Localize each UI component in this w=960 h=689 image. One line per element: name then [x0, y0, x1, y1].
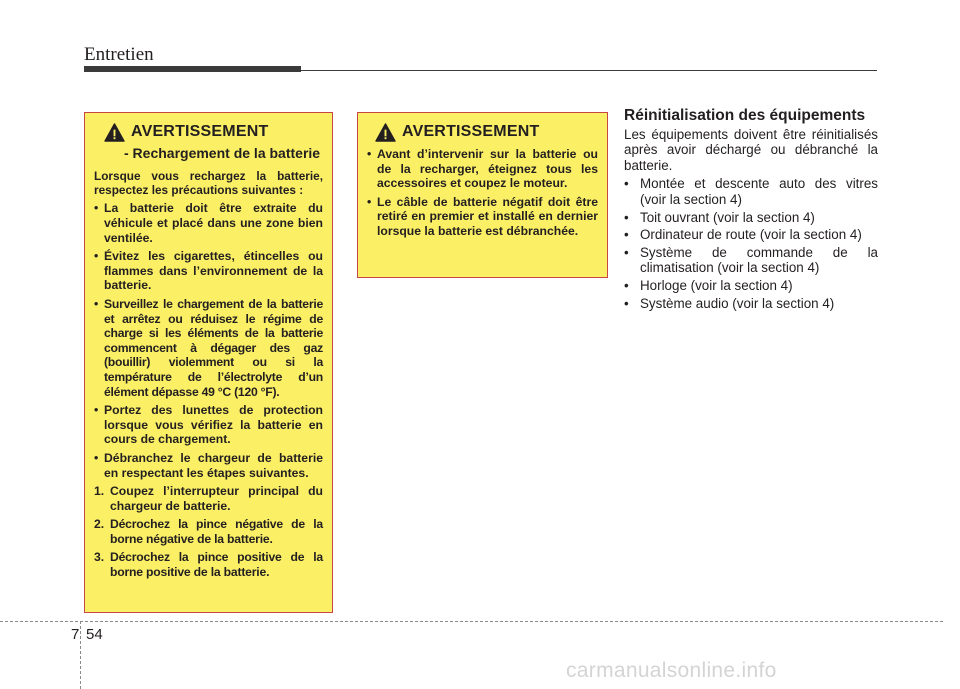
watermark: carmanualsonline.info	[566, 659, 777, 682]
warning-title: AVERTISSEMENT	[131, 123, 269, 141]
bullet-dot: •	[624, 295, 629, 311]
reset-equipment-section	[624, 108, 878, 313]
warning-bullet-text: Portez des lunettes de protection lorsque vous vérifiez la batterie en cours de chargement.	[104, 403, 323, 447]
warning-bullet-text: La batterie doit être extraite du véhicule et placé dans une zone bien ventilée.	[104, 201, 323, 245]
list-item	[624, 245, 878, 276]
battery-disconnect-warning-box	[357, 112, 608, 278]
list-item-text: Horloge (voir la section 4)	[640, 277, 793, 293]
bullet-dot: •	[367, 194, 372, 209]
warning-triangle-icon	[104, 123, 125, 142]
bullet-dot: •	[624, 176, 629, 192]
bullet-dot: •	[624, 227, 629, 243]
list-item	[624, 278, 878, 294]
warning-bullet	[94, 297, 323, 399]
warning-bullet	[367, 195, 598, 239]
warning-step	[94, 517, 323, 546]
bullet-dot: •	[94, 201, 99, 216]
page-number: 54	[86, 626, 103, 643]
bullet-dot: •	[624, 209, 629, 225]
bullet-dot: •	[94, 450, 99, 465]
warning-bullet-text: Débranchez le chargeur de batterie en respectant les étapes suivantes.	[104, 450, 323, 480]
warning-step	[94, 484, 323, 513]
bullet-dot: •	[94, 296, 99, 311]
bullet-dot: •	[94, 249, 99, 264]
list-item-text: Système audio (voir la section 4)	[640, 295, 835, 311]
warning-bullet-text: Évitez les cigarettes, étincelles ou flammes dans l’environnement de la batterie.	[104, 249, 323, 293]
warning-bullet-text: Le câble de batterie négatif doit être retiré en premier et installé en dernier lorsque la batterie est débranchée.	[377, 194, 598, 238]
warning-title-row	[367, 123, 598, 142]
warning-bullet	[94, 403, 323, 447]
list-item-text: Toit ouvrant (voir la section 4)	[640, 209, 815, 225]
bullet-dot: •	[624, 244, 629, 260]
footer-rule	[0, 621, 943, 622]
warning-bullet-list	[367, 147, 598, 239]
warning-title-row	[94, 123, 323, 142]
step-number: 3.	[94, 550, 105, 565]
list-item-text: Système de commande de la climatisation (voir la section 4)	[640, 244, 878, 276]
warning-bullet	[94, 451, 323, 480]
warning-step	[94, 550, 323, 579]
warning-step-text: Décrochez la pince négative de la borne négative de la batterie.	[110, 517, 323, 546]
warning-step-text: Décrochez la pince positive de la borne positive de la batterie.	[110, 550, 323, 580]
battery-charging-warning-box	[84, 112, 333, 613]
footer-divider	[80, 621, 81, 689]
warning-subtitle: - Rechargement de la batterie	[124, 145, 321, 161]
section-intro: Les équipements doivent être réinitialisés après avoir déchargé ou débranché la batterie.	[624, 126, 878, 173]
bullet-dot: •	[94, 403, 99, 418]
warning-bullet-text: Avant d’intervenir sur la batterie ou de la recharger, éteignez tous les accessoires et coupez le moteur.	[377, 147, 598, 191]
warning-title: AVERTISSEMENT	[402, 123, 540, 141]
list-item	[624, 176, 878, 207]
section-title: Réinitialisation des équipements	[624, 107, 866, 124]
warning-bullet	[94, 249, 323, 293]
header-rule-thin	[301, 70, 877, 71]
list-item	[624, 227, 878, 243]
page-header-title: Entretien	[84, 44, 154, 65]
equipment-list	[624, 176, 878, 311]
list-item	[624, 296, 878, 312]
warning-intro: Lorsque vous rechargez la batterie, respectez les précautions suivantes :	[94, 169, 323, 198]
warning-step-text: Coupez l’interrupteur principal du chargeur de batterie.	[110, 484, 323, 513]
warning-triangle-icon	[375, 123, 396, 142]
step-number: 1.	[94, 484, 105, 499]
list-item	[624, 210, 878, 226]
bullet-dot: •	[624, 277, 629, 293]
page-chapter-number: 7	[71, 626, 80, 643]
warning-bullet	[94, 201, 323, 245]
list-item-text: Montée et descente auto des vitres (voir la section 4)	[640, 176, 878, 207]
warning-bullet-list	[94, 201, 323, 579]
warning-bullet-text: Surveillez le chargement de la batterie et arrêtez ou réduisez le régime de charge si les éléments de la batterie commencent à dégager des gaz (bouillir) violemment ou si la température de l’électrolyte d’un élément dépasse 49 °C (120 °F).	[104, 296, 323, 399]
warning-bullet	[367, 147, 598, 191]
header-rule-thick	[84, 66, 301, 72]
bullet-dot: •	[367, 147, 372, 161]
step-number: 2.	[94, 517, 105, 532]
list-item-text: Ordinateur de route (voir la section 4)	[640, 227, 862, 243]
